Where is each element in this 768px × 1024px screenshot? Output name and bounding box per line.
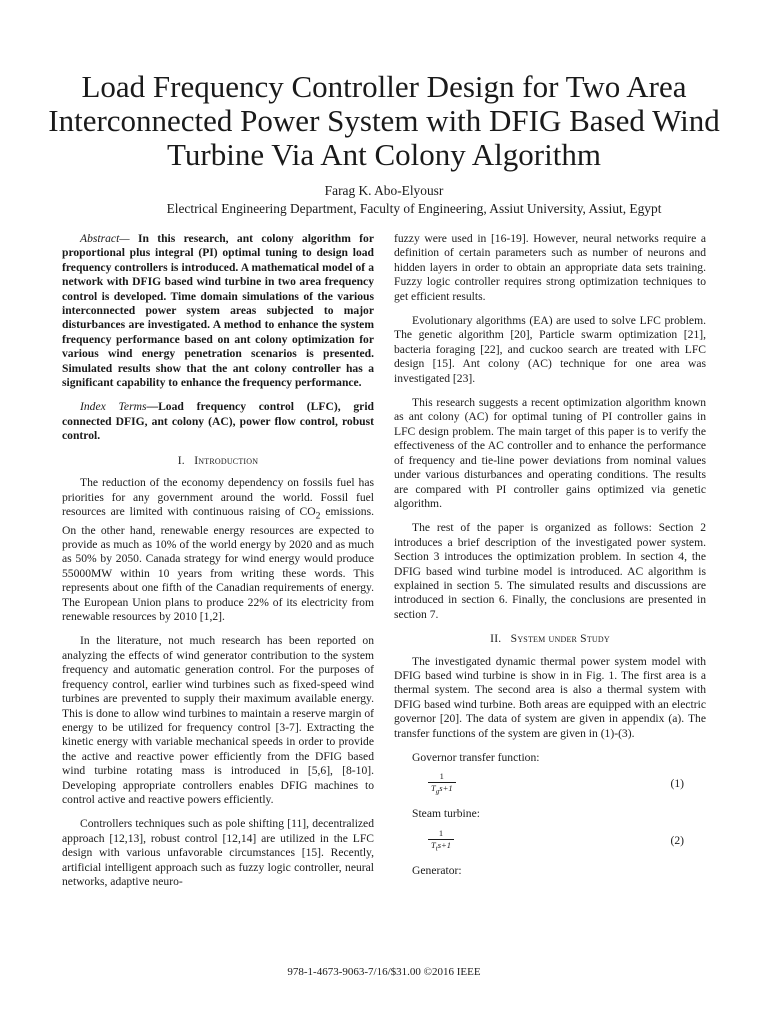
eq1-den-sub: g [435, 788, 440, 797]
abstract [62, 232, 374, 390]
index-terms [62, 400, 374, 443]
title-line-1: Load Frequency Controller Design for Two Area [81, 69, 687, 104]
abstract-label: Abstract— [80, 232, 130, 245]
eq1-den-rest: s+1 [439, 783, 453, 794]
author-name: Farag K. Abo-Elyousr [324, 183, 444, 198]
paper-title [40, 70, 728, 172]
section-title: Introduction [194, 453, 259, 467]
equation-2-label: Steam turbine: [412, 807, 480, 821]
title-line-3: Turbine Via Ant Colony Algorithm [167, 137, 601, 172]
intro-paragraph-4: Evolutionary algorithms (EA) are used to solve LFC problem. The genetic algorithm [20], Particle swarm optimization [21], bacteria foraging [22], and cuckoo search are treated with LFC design [15]. Ant colony (AC) technique for one area was investigated [23]. [394, 314, 706, 385]
eq2-den-sub: t [435, 844, 438, 853]
equation-1-number: (1) [670, 777, 684, 791]
equation-1-denominator [428, 782, 456, 798]
equation-1 [394, 771, 706, 801]
equation-2 [394, 828, 706, 858]
eq2-den-var: T [431, 839, 436, 850]
section-title: System under Study [510, 632, 610, 646]
eq2-den-rest: s+1 [437, 839, 451, 850]
intro-paragraph-3: Controllers techniques such as pole shifting [11], decentralized approach [12,13], robust control [12,14] are utilized in the LFC design with various unfavorable circumstances [15]. Recently, artificial intelligent approach such as fuzzy logic controller, neural networks, adaptive neuro- [62, 817, 374, 888]
system-paragraph-1: The investigated dynamic thermal power system model with DFIG based wind turbine is show in in Fig. 1. The first area is a thermal system. The second area is also a thermal system with DFIG based wind turbine. Both areas are equipped with an electric governor [20]. The data of system are given in appendix (a). The transfer functions of the system are given in (1)-(3). [394, 654, 706, 740]
index-terms-label: Index Terms [80, 400, 147, 414]
intro-paragraph-6: The rest of the paper is organized as follows: Section 2 introduces a brief description of the investigated power system. Section 3 introduces the optimization problem. In section 4, the DFIG based wind turbine model is introduced. AC algorithm is explained in section 5. The simulated results and discussions are introduced in section 6. Finally, the conclusions are presented in section 7. [394, 521, 706, 621]
author-affiliation: Electrical Engineering Department, Faculty of Engineering, Assiut University, Assiut, Egypt [166, 201, 662, 216]
index-terms-text: —Load frequency control (LFC), grid connected DFIG, ant colony (AC), power flow control, robust control. [62, 400, 374, 443]
right-column [394, 232, 706, 884]
intro-p1-text-b: emissions. On the other hand, renewable energy resources are expected to provide as much as 10% of the world energy by 2020 and as much as 50% by 2050. Canada strategy for wind energy would produce 55000MW within 10 years from writing these words. This represents about one fifth of the Canadian requirements of energy. The European Union plans to produce 22% of its electricity from renewable resources by 2010 [1,2]. [62, 504, 374, 624]
copyright-footer: 978-1-4673-9063-7/16/$31.00 ©2016 IEEE [287, 966, 481, 978]
equation-2-fraction [428, 828, 454, 855]
title-line-2: Interconnected Power System with DFIG Based Wind [48, 103, 720, 138]
intro-paragraph-2: In the literature, not much research has been reported on analyzing the effects of wind generator contribution to the system frequency and automatic generation control. For the purposes of frequency control, earlier wind turbines such as fixed-speed wind turbines are prevented to supply their maximum available energy. This is done to allow wind turbines to maintain a reserve margin of energy to be utilized for frequency control [3-7]. Extracting the kinetic energy with variable mechanical speeds in order to provide the active and reactive power efficiently from the DFIG based wind turbine rotating mass is introduced in [5,6], [8-10]. Developing appropriate controllers enables DFIG machines to control active and reactive powers efficiently. [62, 634, 374, 806]
abstract-text: In this research, ant colony algorithm for proportional plus integral (PI) optimal tuning to design load frequency controllers is introduced. A mathematical model of a network with DFIG based wind turbine in two area frequency control is developed. Time domain simulations of the various interconnected power system areas subjected to major disturbances are investigated. A method to enhance the system frequency performance based on ant colony optimization for various wind energy penetration scenarios is presented. Simulated results show that the ant colony controller has a significant capability to enhance the frequency performance. [62, 232, 374, 390]
intro-paragraph-1 [62, 476, 374, 624]
intro-p1-text-a: The reduction of the economy dependency on fossils fuel has priorities for any government around the world. Fossil fuel resources are limited with continuous raising of CO [62, 476, 374, 518]
section-heading-system [394, 632, 706, 646]
co2-subscript: 2 [315, 510, 321, 522]
section-number: I. [177, 453, 185, 467]
equation-1-fraction [428, 771, 456, 798]
equation-1-numerator: 1 [439, 771, 444, 782]
equation-2-numerator: 1 [438, 827, 444, 838]
equation-3-label: Generator: [412, 863, 462, 877]
left-column [62, 232, 374, 899]
intro-paragraph-3-cont: fuzzy were used in [16-19]. However, neural networks require a definition of certain parameters such as number of neurons and hidden layers in order to obtain an appropriate data sets training. Fuzzy logic controller requires strong optimization techniques to get efficient results. [394, 232, 706, 303]
equation-2-denominator [428, 839, 454, 855]
equation-1-label: Governor transfer function: [412, 751, 540, 764]
equation-2-number: (2) [670, 833, 684, 847]
section-number: II. [490, 632, 502, 646]
intro-paragraph-5: This research suggests a recent optimization algorithm known as ant colony (AC) for optimal tuning of PI controller gains in LFC design problem. The main target of this paper is to verify the effectiveness of the AC controller and to enhance the performance of frequency and tie-line power deviations from nominal values under various disturbances and operating conditions. The results are compared with PI controller gains optimized via genetic algorithm. [394, 396, 706, 510]
section-heading-introduction [62, 454, 374, 468]
eq1-den-var: T [431, 783, 436, 794]
